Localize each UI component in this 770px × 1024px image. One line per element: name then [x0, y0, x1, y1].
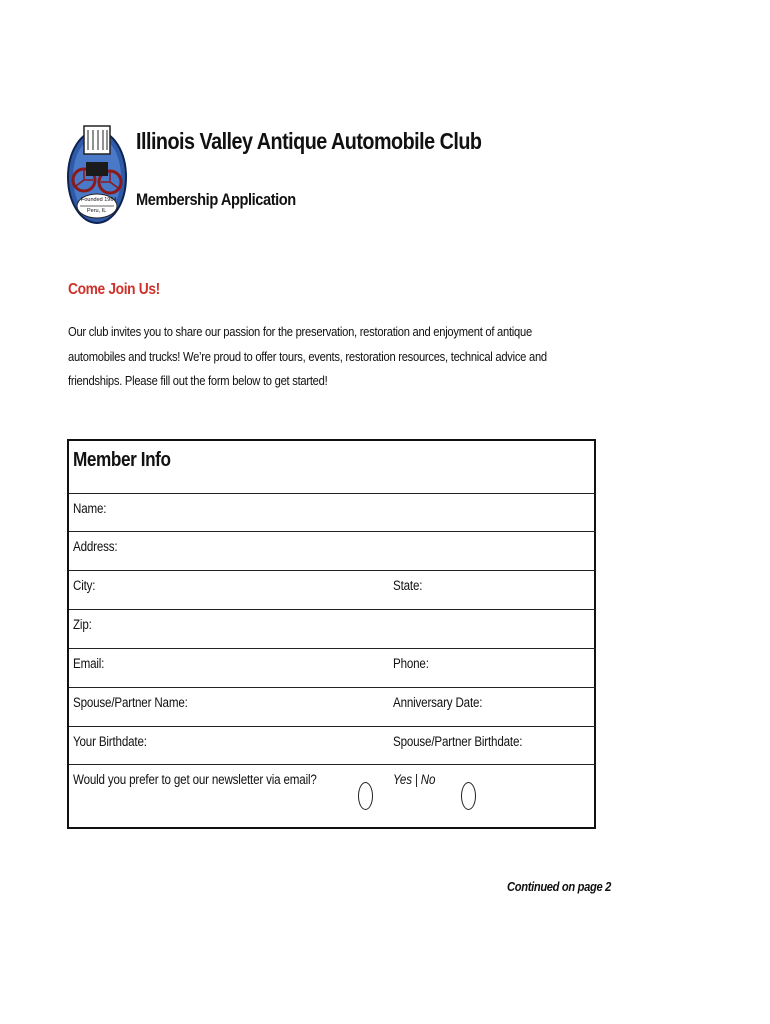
name-label: Name: — [73, 501, 107, 516]
state-label: State: — [393, 578, 423, 593]
form-heading: Member Info — [73, 449, 171, 471]
page-title: Illinois Valley Antique Automobile Club — [136, 128, 482, 154]
intro-paragraph: Our club invites you to share our passion for the preservation, restoration and enjoyment of antique automobiles and trucks! We’re proud to offer tours, events, restoration resources, technical advice and friendships. Please fill out the form below to get started! — [68, 324, 547, 388]
zip-label: Zip: — [73, 617, 92, 632]
member-info-form — [67, 439, 596, 829]
logo-text-top: Founded 1964 — [81, 197, 117, 203]
city-state-row[interactable] — [69, 570, 596, 610]
newsletter-row — [69, 764, 596, 829]
phone-label: Phone: — [393, 656, 429, 671]
continued-note: Continued on page 2 — [507, 879, 612, 894]
name-row[interactable] — [69, 493, 596, 532]
intro-heading: Come Join Us! — [68, 281, 160, 298]
newsletter-yes-radio[interactable] — [358, 782, 373, 810]
anniversary-label: Anniversary Date: — [393, 695, 483, 710]
address-row[interactable] — [69, 531, 596, 571]
logo-text-bottom: Peru, IL — [87, 208, 107, 214]
city-label: City: — [73, 578, 96, 593]
spouse-anniversary-row[interactable] — [69, 687, 596, 727]
club-logo — [66, 122, 128, 228]
email-phone-row[interactable] — [69, 648, 596, 688]
zip-row[interactable] — [69, 609, 596, 649]
spouse-name-label: Spouse/Partner Name: — [73, 695, 188, 710]
email-label: Email: — [73, 656, 105, 671]
newsletter-options: Yes | No — [393, 772, 436, 787]
newsletter-no-radio[interactable] — [461, 782, 476, 810]
spouse-birthdate-label: Spouse/Partner Birthdate: — [393, 734, 523, 749]
newsletter-question: Would you prefer to get our newsletter via email? — [73, 772, 317, 787]
birthdate-label: Your Birthdate: — [73, 734, 147, 749]
page-subtitle: Membership Application — [136, 190, 296, 209]
birthdate-row[interactable] — [69, 726, 596, 765]
address-label: Address: — [73, 539, 118, 554]
